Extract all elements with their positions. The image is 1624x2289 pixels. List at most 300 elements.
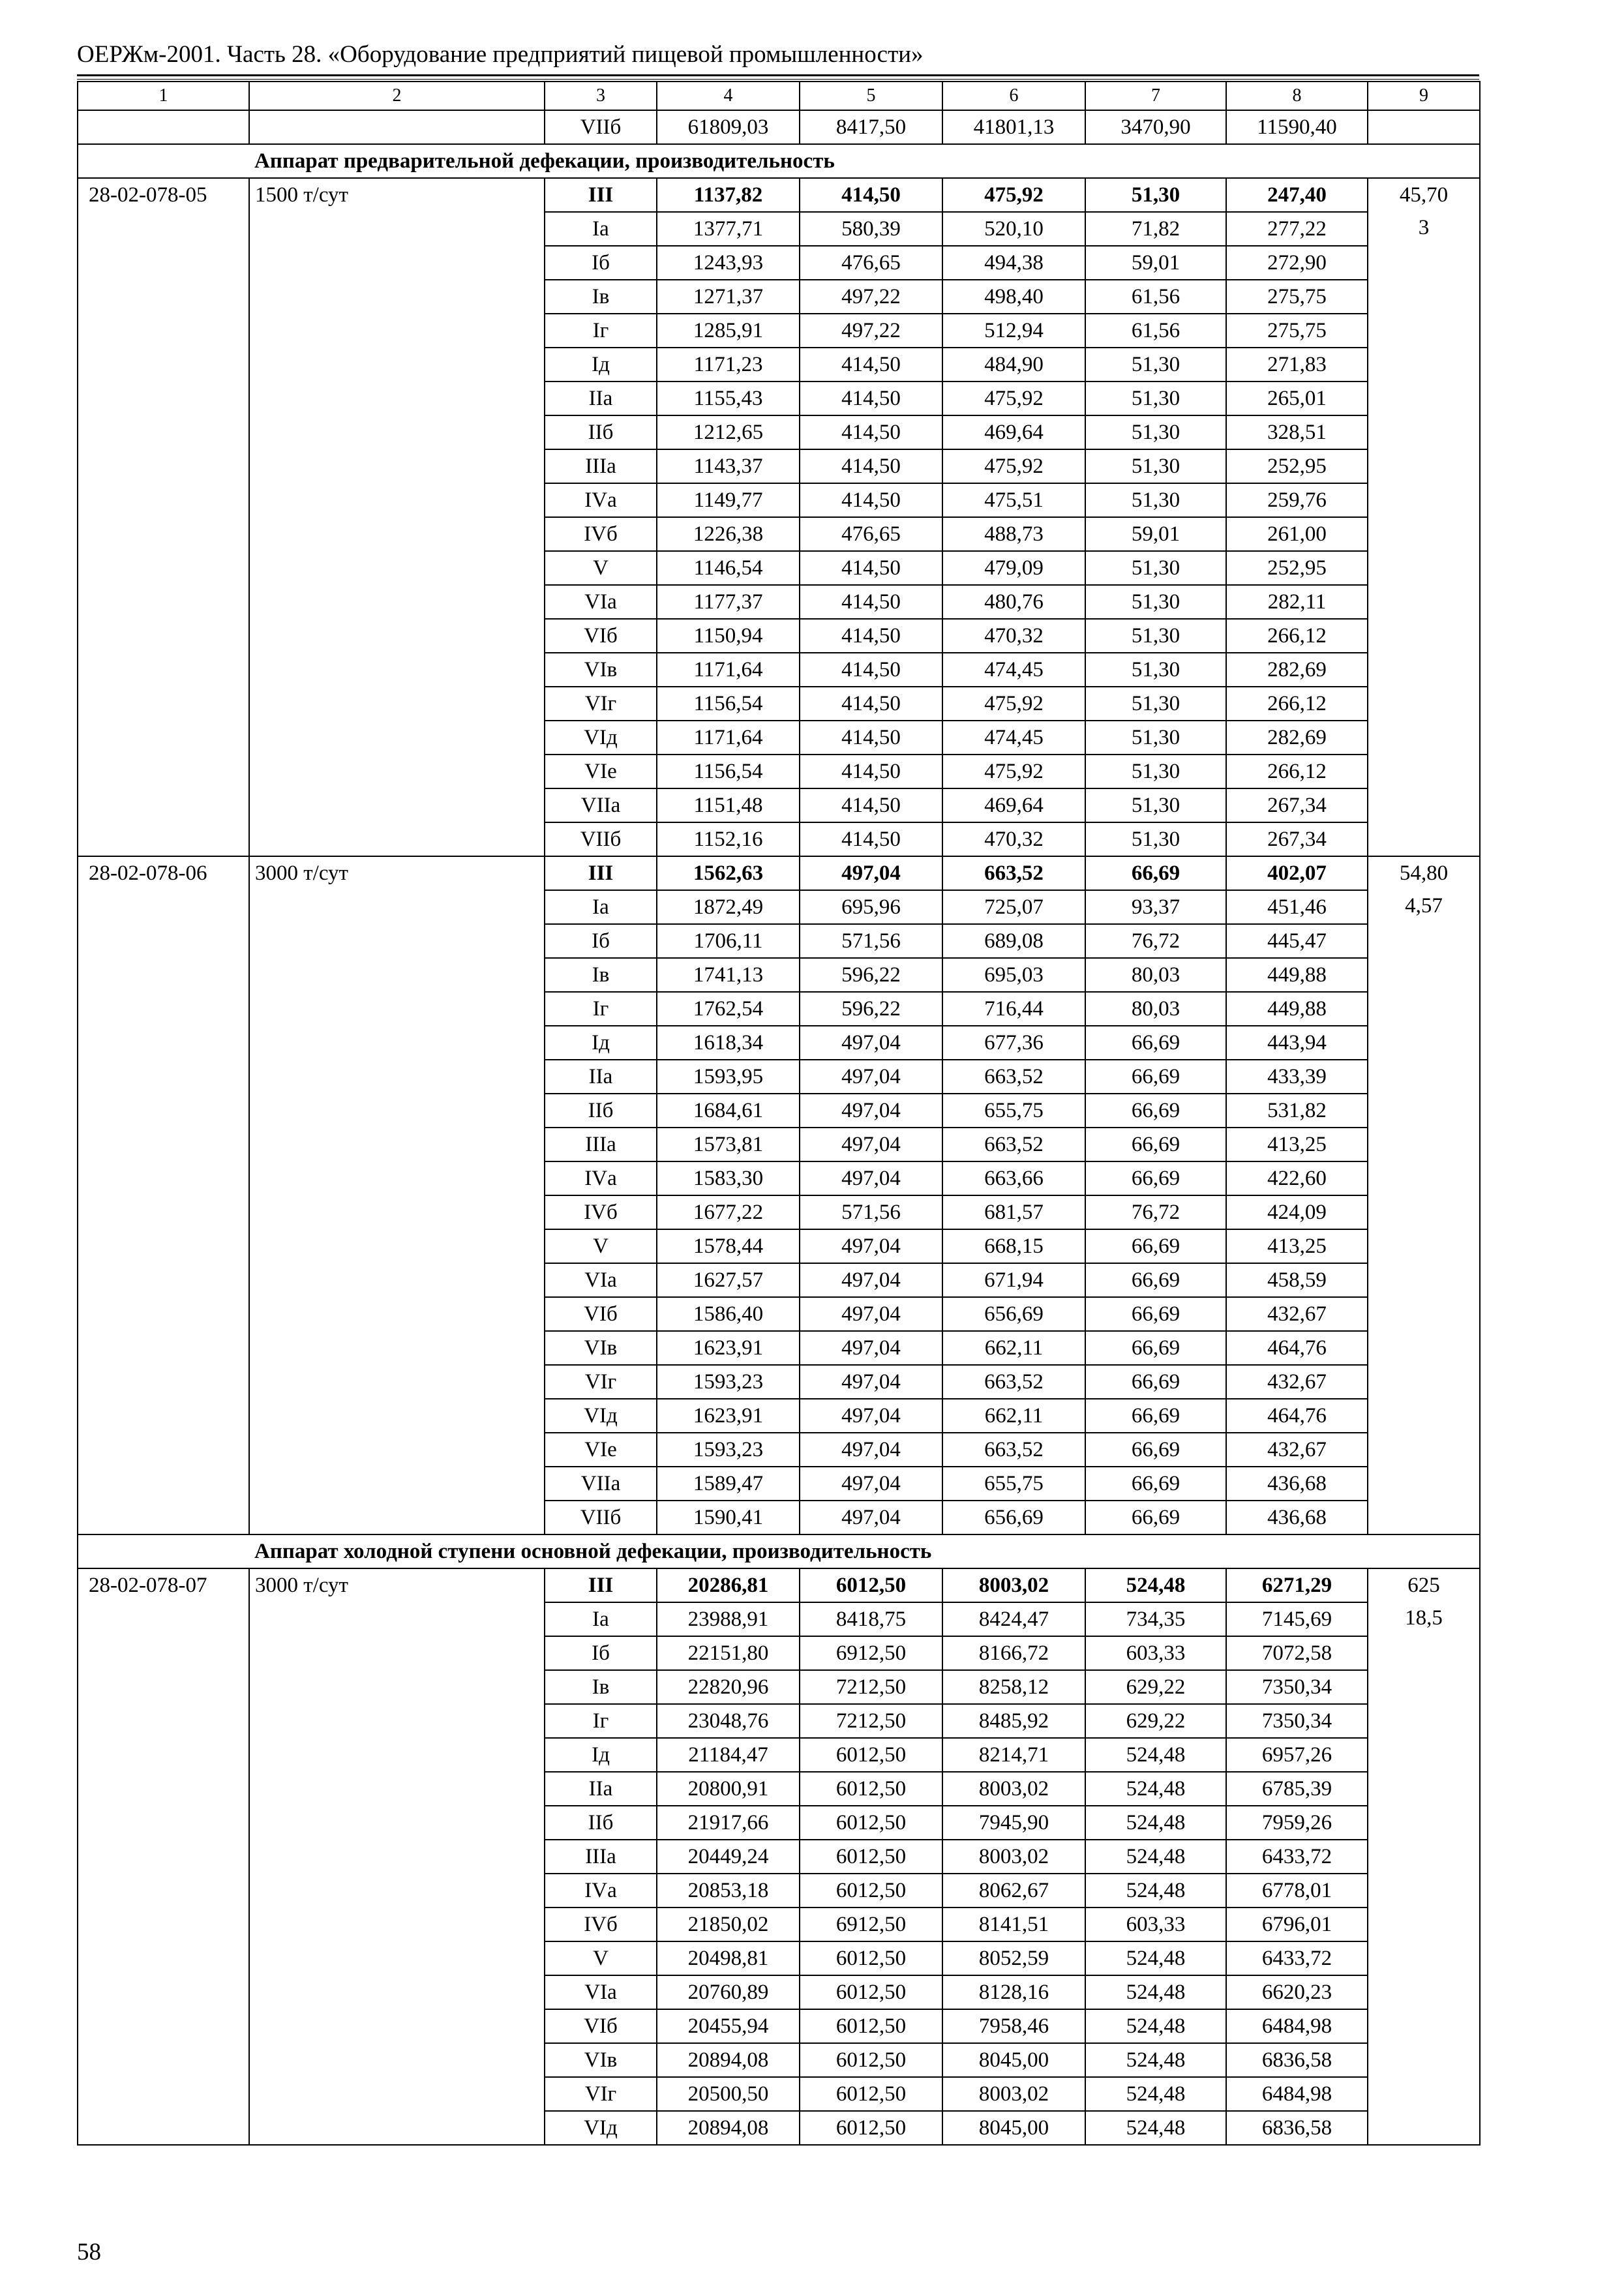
value-cell: 8003,02 bbox=[942, 1772, 1085, 1806]
zone-cell: IVб bbox=[545, 1908, 657, 1941]
value-cell: 66,69 bbox=[1085, 1297, 1226, 1331]
value-cell: 80,03 bbox=[1085, 992, 1226, 1026]
zone-cell: IIб bbox=[545, 1094, 657, 1128]
value-cell: 1212,65 bbox=[657, 415, 800, 449]
value-cell: 266,12 bbox=[1226, 687, 1368, 721]
value-cell: 7958,46 bbox=[942, 2009, 1085, 2043]
value-cell: 51,30 bbox=[1085, 449, 1226, 483]
value-cell: 51,30 bbox=[1085, 721, 1226, 755]
value-cell: 443,94 bbox=[1226, 1026, 1368, 1060]
value-cell: 1562,63 bbox=[657, 856, 800, 890]
table-body bbox=[78, 82, 1480, 2145]
value-cell: 414,50 bbox=[800, 687, 942, 721]
value-cell: 436,68 bbox=[1226, 1501, 1368, 1534]
zone-cell: Iв bbox=[545, 280, 657, 314]
zone-cell: IIа bbox=[545, 382, 657, 415]
value-cell: 1573,81 bbox=[657, 1128, 800, 1161]
value-cell: 20449,24 bbox=[657, 1840, 800, 1874]
value-cell: 7145,69 bbox=[1226, 1602, 1368, 1636]
value-cell: 497,04 bbox=[800, 1026, 942, 1060]
zone-cell: Iг bbox=[545, 992, 657, 1026]
value-cell: 663,52 bbox=[942, 856, 1085, 890]
value-cell: 1706,11 bbox=[657, 924, 800, 958]
value-cell: 524,48 bbox=[1085, 1975, 1226, 2009]
value-cell: 1271,37 bbox=[657, 280, 800, 314]
value-cell: 66,69 bbox=[1085, 1161, 1226, 1195]
value-cell: 695,96 bbox=[800, 890, 942, 924]
zone-cell: VIIб bbox=[545, 110, 657, 144]
zone-cell: Iа bbox=[545, 890, 657, 924]
zone-cell: III bbox=[545, 856, 657, 890]
column-number: 4 bbox=[657, 82, 800, 110]
zone-cell: VIв bbox=[545, 1331, 657, 1365]
value-cell: 488,73 bbox=[942, 517, 1085, 551]
value-cell: 66,69 bbox=[1085, 1026, 1226, 1060]
value-cell: 432,67 bbox=[1226, 1433, 1368, 1467]
value-cell: 484,90 bbox=[942, 348, 1085, 382]
value-cell: 475,92 bbox=[942, 382, 1085, 415]
zone-cell: VIа bbox=[545, 1975, 657, 2009]
zone-cell: VIб bbox=[545, 1297, 657, 1331]
value-cell: 61,56 bbox=[1085, 280, 1226, 314]
item-capacity: 3000 т/сут bbox=[249, 1568, 545, 2145]
zone-cell: VIа bbox=[545, 585, 657, 619]
value-cell: 432,67 bbox=[1226, 1365, 1368, 1399]
zone-cell: VIе bbox=[545, 1433, 657, 1467]
zone-cell: VIа bbox=[545, 1263, 657, 1297]
value-cell: 497,04 bbox=[800, 1263, 942, 1297]
value-cell: 414,50 bbox=[800, 178, 942, 212]
value-cell: 66,69 bbox=[1085, 1263, 1226, 1297]
value-cell: 20500,50 bbox=[657, 2077, 800, 2111]
value-cell: 449,88 bbox=[1226, 992, 1368, 1026]
value-cell: 414,50 bbox=[800, 348, 942, 382]
empty-cell bbox=[249, 110, 545, 144]
value-cell: 20760,89 bbox=[657, 1975, 800, 2009]
zone-cell: Iг bbox=[545, 1704, 657, 1738]
value-cell: 1684,61 bbox=[657, 1094, 800, 1128]
value-cell: 66,69 bbox=[1085, 1467, 1226, 1501]
value-cell: 524,48 bbox=[1085, 2077, 1226, 2111]
value-cell: 93,37 bbox=[1085, 890, 1226, 924]
labor-cost-cell bbox=[1368, 1568, 1480, 2145]
value-cell: 1593,95 bbox=[657, 1060, 800, 1094]
value-cell: 23988,91 bbox=[657, 1602, 800, 1636]
value-cell: 734,35 bbox=[1085, 1602, 1226, 1636]
value-cell: 1618,34 bbox=[657, 1026, 800, 1060]
zone-cell: IVа bbox=[545, 483, 657, 517]
labor-cost-value: 625 bbox=[1407, 1574, 1440, 1597]
price-table bbox=[77, 81, 1481, 2146]
value-cell: 20800,91 bbox=[657, 1772, 800, 1806]
value-cell: 6012,50 bbox=[800, 1738, 942, 1772]
value-cell: 282,69 bbox=[1226, 721, 1368, 755]
value-cell: 414,50 bbox=[800, 483, 942, 517]
value-cell: 520,10 bbox=[942, 212, 1085, 246]
value-cell: 413,25 bbox=[1226, 1128, 1368, 1161]
value-cell: 66,69 bbox=[1085, 1365, 1226, 1399]
value-cell: 524,48 bbox=[1085, 1806, 1226, 1840]
value-cell: 1285,91 bbox=[657, 314, 800, 348]
column-number: 1 bbox=[78, 82, 249, 110]
value-cell: 663,66 bbox=[942, 1161, 1085, 1195]
value-cell: 414,50 bbox=[800, 619, 942, 653]
zone-cell: Iд bbox=[545, 1738, 657, 1772]
value-cell: 8045,00 bbox=[942, 2043, 1085, 2077]
value-cell: 8166,72 bbox=[942, 1636, 1085, 1670]
value-cell: 1155,43 bbox=[657, 382, 800, 415]
zone-cell: IIб bbox=[545, 415, 657, 449]
value-cell: 271,83 bbox=[1226, 348, 1368, 382]
value-cell: 21850,02 bbox=[657, 1908, 800, 1941]
value-cell: 531,82 bbox=[1226, 1094, 1368, 1128]
value-cell: 6271,29 bbox=[1226, 1568, 1368, 1602]
value-cell: 8141,51 bbox=[942, 1908, 1085, 1941]
value-cell: 1243,93 bbox=[657, 246, 800, 280]
empty-cell bbox=[78, 110, 249, 144]
value-cell: 6620,23 bbox=[1226, 1975, 1368, 2009]
zone-cell: Iг bbox=[545, 314, 657, 348]
labor-cost-value: 45,70 bbox=[1399, 183, 1449, 207]
value-cell: 663,52 bbox=[942, 1433, 1085, 1467]
value-cell: 475,92 bbox=[942, 687, 1085, 721]
value-cell: 6912,50 bbox=[800, 1908, 942, 1941]
value-cell: 66,69 bbox=[1085, 1331, 1226, 1365]
value-cell: 282,11 bbox=[1226, 585, 1368, 619]
value-cell: 1177,37 bbox=[657, 585, 800, 619]
value-cell: 497,04 bbox=[800, 1297, 942, 1331]
value-cell: 22151,80 bbox=[657, 1636, 800, 1670]
value-cell: 6796,01 bbox=[1226, 1908, 1368, 1941]
zone-cell: VIг bbox=[545, 1365, 657, 1399]
value-cell: 524,48 bbox=[1085, 1941, 1226, 1975]
value-cell: 51,30 bbox=[1085, 178, 1226, 212]
value-cell: 272,90 bbox=[1226, 246, 1368, 280]
zone-cell: IVб bbox=[545, 517, 657, 551]
value-cell: 267,34 bbox=[1226, 788, 1368, 822]
value-cell: 474,45 bbox=[942, 721, 1085, 755]
value-cell: 596,22 bbox=[800, 958, 942, 992]
header-rule-thick bbox=[77, 74, 1479, 76]
value-cell: 6484,98 bbox=[1226, 2077, 1368, 2111]
value-cell: 51,30 bbox=[1085, 483, 1226, 517]
value-cell: 66,69 bbox=[1085, 1128, 1226, 1161]
item-total-row bbox=[78, 1568, 1480, 1602]
value-cell: 497,04 bbox=[800, 1331, 942, 1365]
section-title-row bbox=[78, 1534, 1480, 1568]
column-number: 2 bbox=[249, 82, 545, 110]
value-cell: 524,48 bbox=[1085, 2111, 1226, 2145]
value-cell: 1156,54 bbox=[657, 687, 800, 721]
value-cell: 66,69 bbox=[1085, 1433, 1226, 1467]
value-cell: 6012,50 bbox=[800, 1568, 942, 1602]
column-number: 3 bbox=[545, 82, 657, 110]
value-cell: 603,33 bbox=[1085, 1908, 1226, 1941]
value-cell: 3470,90 bbox=[1085, 110, 1226, 144]
value-cell: 51,30 bbox=[1085, 348, 1226, 382]
value-cell: 8424,47 bbox=[942, 1602, 1085, 1636]
value-cell: 6012,50 bbox=[800, 1772, 942, 1806]
value-cell: 71,82 bbox=[1085, 212, 1226, 246]
value-cell: 252,95 bbox=[1226, 551, 1368, 585]
zone-cell: Iд bbox=[545, 1026, 657, 1060]
value-cell: 6785,39 bbox=[1226, 1772, 1368, 1806]
value-cell: 6012,50 bbox=[800, 2111, 942, 2145]
value-cell: 1171,64 bbox=[657, 653, 800, 687]
zone-cell: VIг bbox=[545, 2077, 657, 2111]
value-cell: 497,04 bbox=[800, 1128, 942, 1161]
labor-cost-value: 54,80 bbox=[1399, 861, 1449, 885]
zone-cell: IIа bbox=[545, 1060, 657, 1094]
value-cell: 414,50 bbox=[800, 551, 942, 585]
value-cell: 247,40 bbox=[1226, 178, 1368, 212]
value-cell: 66,69 bbox=[1085, 1501, 1226, 1534]
value-cell: 252,95 bbox=[1226, 449, 1368, 483]
value-cell: 1578,44 bbox=[657, 1229, 800, 1263]
zone-cell: VIе bbox=[545, 755, 657, 788]
value-cell: 402,07 bbox=[1226, 856, 1368, 890]
zone-cell: V bbox=[545, 551, 657, 585]
value-cell: 1627,57 bbox=[657, 1263, 800, 1297]
zone-cell: VIIб bbox=[545, 822, 657, 856]
zone-cell: IVа bbox=[545, 1874, 657, 1908]
value-cell: 1590,41 bbox=[657, 1501, 800, 1534]
value-cell: 424,09 bbox=[1226, 1195, 1368, 1229]
value-cell: 8418,75 bbox=[800, 1602, 942, 1636]
value-cell: 476,65 bbox=[800, 246, 942, 280]
value-cell: 524,48 bbox=[1085, 1772, 1226, 1806]
value-cell: 51,30 bbox=[1085, 755, 1226, 788]
zone-cell: VIв bbox=[545, 653, 657, 687]
value-cell: 6012,50 bbox=[800, 2009, 942, 2043]
item-capacity: 1500 т/сут bbox=[249, 178, 545, 856]
zone-cell: V bbox=[545, 1229, 657, 1263]
value-cell: 497,04 bbox=[800, 1433, 942, 1467]
value-cell: 23048,76 bbox=[657, 1704, 800, 1738]
zone-cell: VIIб bbox=[545, 1501, 657, 1534]
value-cell: 603,33 bbox=[1085, 1636, 1226, 1670]
zone-cell: VIIа bbox=[545, 788, 657, 822]
value-cell: 596,22 bbox=[800, 992, 942, 1026]
page-header-title: ОЕРЖм-2001. Часть 28. «Оборудование предприятий пищевой промышленности» bbox=[77, 41, 924, 68]
value-cell: 414,50 bbox=[800, 822, 942, 856]
value-cell: 524,48 bbox=[1085, 1840, 1226, 1874]
zone-cell: III bbox=[545, 1568, 657, 1602]
value-cell: 59,01 bbox=[1085, 246, 1226, 280]
value-cell: 580,39 bbox=[800, 212, 942, 246]
value-cell: 451,46 bbox=[1226, 890, 1368, 924]
value-cell: 1156,54 bbox=[657, 755, 800, 788]
labor-cost-cell bbox=[1368, 856, 1480, 1534]
value-cell: 1150,94 bbox=[657, 619, 800, 653]
value-cell: 6012,50 bbox=[800, 1941, 942, 1975]
value-cell: 1146,54 bbox=[657, 551, 800, 585]
value-cell: 51,30 bbox=[1085, 415, 1226, 449]
value-cell: 51,30 bbox=[1085, 619, 1226, 653]
zone-cell: VIб bbox=[545, 2009, 657, 2043]
value-cell: 6433,72 bbox=[1226, 1840, 1368, 1874]
value-cell: 671,94 bbox=[942, 1263, 1085, 1297]
zone-cell: Iв bbox=[545, 1670, 657, 1704]
value-cell: 6484,98 bbox=[1226, 2009, 1368, 2043]
continuation-row bbox=[78, 110, 1480, 144]
value-cell: 266,12 bbox=[1226, 755, 1368, 788]
value-cell: 470,32 bbox=[942, 822, 1085, 856]
value-cell: 51,30 bbox=[1085, 585, 1226, 619]
value-cell: 1152,16 bbox=[657, 822, 800, 856]
value-cell: 8417,50 bbox=[800, 110, 942, 144]
zone-cell: VIд bbox=[545, 721, 657, 755]
value-cell: 261,00 bbox=[1226, 517, 1368, 551]
value-cell: 413,25 bbox=[1226, 1229, 1368, 1263]
zone-cell: Iб bbox=[545, 924, 657, 958]
header-rule-thin bbox=[77, 79, 1479, 80]
column-number: 7 bbox=[1085, 82, 1226, 110]
value-cell: 66,69 bbox=[1085, 1399, 1226, 1433]
value-cell: 282,69 bbox=[1226, 653, 1368, 687]
value-cell: 8258,12 bbox=[942, 1670, 1085, 1704]
value-cell: 497,04 bbox=[800, 1501, 942, 1534]
value-cell: 524,48 bbox=[1085, 1874, 1226, 1908]
value-cell: 51,30 bbox=[1085, 653, 1226, 687]
value-cell: 1623,91 bbox=[657, 1399, 800, 1433]
value-cell: 498,40 bbox=[942, 280, 1085, 314]
value-cell: 479,09 bbox=[942, 551, 1085, 585]
value-cell: 1377,71 bbox=[657, 212, 800, 246]
zone-cell: IIб bbox=[545, 1806, 657, 1840]
zone-cell: Iа bbox=[545, 212, 657, 246]
value-cell: 414,50 bbox=[800, 721, 942, 755]
value-cell: 1143,37 bbox=[657, 449, 800, 483]
value-cell: 497,04 bbox=[800, 1399, 942, 1433]
value-cell: 1583,30 bbox=[657, 1161, 800, 1195]
value-cell: 6012,50 bbox=[800, 1874, 942, 1908]
value-cell: 7945,90 bbox=[942, 1806, 1085, 1840]
value-cell: 1171,64 bbox=[657, 721, 800, 755]
value-cell: 51,30 bbox=[1085, 687, 1226, 721]
value-cell: 524,48 bbox=[1085, 1568, 1226, 1602]
value-cell: 469,64 bbox=[942, 415, 1085, 449]
item-code: 28-02-078-06 bbox=[78, 856, 249, 1534]
value-cell: 662,11 bbox=[942, 1331, 1085, 1365]
labor-cost-value: 3 bbox=[1418, 216, 1430, 239]
value-cell: 414,50 bbox=[800, 788, 942, 822]
value-cell: 1151,48 bbox=[657, 788, 800, 822]
value-cell: 6012,50 bbox=[800, 1975, 942, 2009]
value-cell: 422,60 bbox=[1226, 1161, 1368, 1195]
value-cell: 497,04 bbox=[800, 1229, 942, 1263]
value-cell: 458,59 bbox=[1226, 1263, 1368, 1297]
value-cell: 6912,50 bbox=[800, 1636, 942, 1670]
value-cell: 432,67 bbox=[1226, 1297, 1368, 1331]
value-cell: 1762,54 bbox=[657, 992, 800, 1026]
value-cell: 6012,50 bbox=[800, 1840, 942, 1874]
value-cell: 1872,49 bbox=[657, 890, 800, 924]
value-cell: 475,92 bbox=[942, 755, 1085, 788]
zone-cell: Iа bbox=[545, 1602, 657, 1636]
value-cell: 66,69 bbox=[1085, 1229, 1226, 1263]
zone-cell: VIг bbox=[545, 687, 657, 721]
value-cell: 275,75 bbox=[1226, 280, 1368, 314]
value-cell: 6012,50 bbox=[800, 1806, 942, 1840]
value-cell: 21184,47 bbox=[657, 1738, 800, 1772]
labor-cost-value: 18,5 bbox=[1405, 1606, 1443, 1630]
section-title: Аппарат предварительной дефекации, производительность bbox=[78, 144, 1480, 178]
value-cell: 1589,47 bbox=[657, 1467, 800, 1501]
labor-cost-cell bbox=[1368, 178, 1480, 856]
value-cell: 497,22 bbox=[800, 280, 942, 314]
item-code: 28-02-078-05 bbox=[78, 178, 249, 856]
value-cell: 464,76 bbox=[1226, 1331, 1368, 1365]
value-cell: 656,69 bbox=[942, 1297, 1085, 1331]
value-cell: 7212,50 bbox=[800, 1704, 942, 1738]
value-cell: 8128,16 bbox=[942, 1975, 1085, 2009]
value-cell: 475,92 bbox=[942, 178, 1085, 212]
value-cell: 76,72 bbox=[1085, 924, 1226, 958]
value-cell: 1741,13 bbox=[657, 958, 800, 992]
value-cell: 475,51 bbox=[942, 483, 1085, 517]
value-cell: 414,50 bbox=[800, 653, 942, 687]
section-title-row bbox=[78, 144, 1480, 178]
zone-cell: IIIа bbox=[545, 449, 657, 483]
value-cell: 414,50 bbox=[800, 755, 942, 788]
value-cell: 497,22 bbox=[800, 314, 942, 348]
value-cell: 20286,81 bbox=[657, 1568, 800, 1602]
column-number: 9 bbox=[1368, 82, 1480, 110]
value-cell: 51,30 bbox=[1085, 382, 1226, 415]
column-number: 8 bbox=[1226, 82, 1368, 110]
item-total-row bbox=[78, 178, 1480, 212]
labor-cost-value: 4,57 bbox=[1405, 894, 1443, 918]
value-cell: 8003,02 bbox=[942, 1568, 1085, 1602]
value-cell: 80,03 bbox=[1085, 958, 1226, 992]
value-cell: 445,47 bbox=[1226, 924, 1368, 958]
value-cell: 1593,23 bbox=[657, 1433, 800, 1467]
value-cell: 8052,59 bbox=[942, 1941, 1085, 1975]
value-cell: 259,76 bbox=[1226, 483, 1368, 517]
zone-cell: V bbox=[545, 1941, 657, 1975]
value-cell: 8003,02 bbox=[942, 1840, 1085, 1874]
value-cell: 6778,01 bbox=[1226, 1874, 1368, 1908]
value-cell: 7959,26 bbox=[1226, 1806, 1368, 1840]
value-cell: 414,50 bbox=[800, 585, 942, 619]
value-cell: 8062,67 bbox=[942, 1874, 1085, 1908]
value-cell: 655,75 bbox=[942, 1094, 1085, 1128]
value-cell: 663,52 bbox=[942, 1365, 1085, 1399]
value-cell: 1149,77 bbox=[657, 483, 800, 517]
value-cell: 663,52 bbox=[942, 1060, 1085, 1094]
item-total-row bbox=[78, 856, 1480, 890]
value-cell: 524,48 bbox=[1085, 1738, 1226, 1772]
zone-cell: VIв bbox=[545, 2043, 657, 2077]
value-cell: 266,12 bbox=[1226, 619, 1368, 653]
value-cell: 494,38 bbox=[942, 246, 1085, 280]
value-cell: 7350,34 bbox=[1226, 1670, 1368, 1704]
column-number-row bbox=[78, 82, 1480, 110]
zone-cell: IVа bbox=[545, 1161, 657, 1195]
value-cell: 8003,02 bbox=[942, 2077, 1085, 2111]
value-cell: 1586,40 bbox=[657, 1297, 800, 1331]
value-cell: 20455,94 bbox=[657, 2009, 800, 2043]
value-cell: 524,48 bbox=[1085, 2009, 1226, 2043]
value-cell: 656,69 bbox=[942, 1501, 1085, 1534]
value-cell: 662,11 bbox=[942, 1399, 1085, 1433]
zone-cell: VIд bbox=[545, 2111, 657, 2145]
value-cell: 681,57 bbox=[942, 1195, 1085, 1229]
value-cell: 11590,40 bbox=[1226, 110, 1368, 144]
value-cell: 66,69 bbox=[1085, 856, 1226, 890]
value-cell: 469,64 bbox=[942, 788, 1085, 822]
